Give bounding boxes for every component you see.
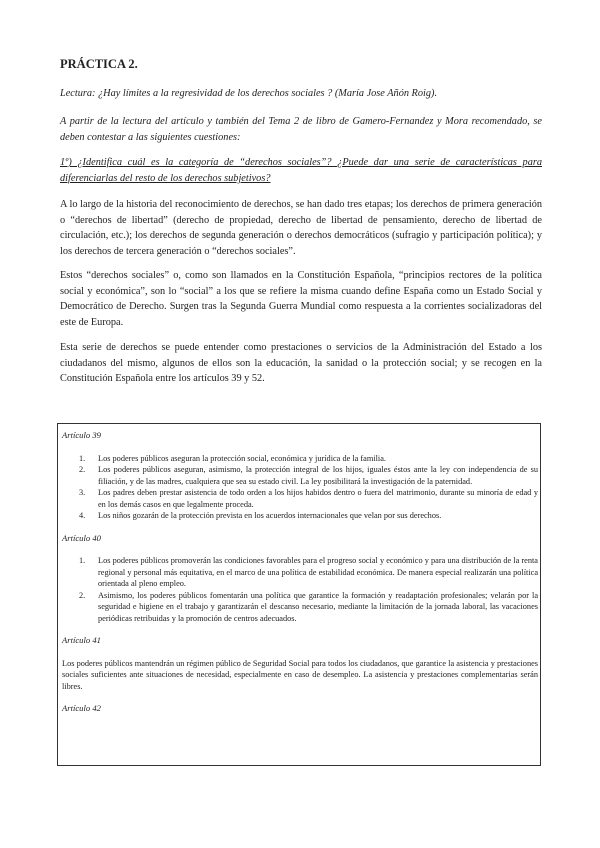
article-41-text: Los poderes públicos mantendrán un régimen público de Seguridad Social para todos los ciudadanos, que garantice la asistencia y prestaciones sociales suficientes ante situaciones de necesidad, especialmente en caso de desempleo. La asistencia y prestaciones complementarias serán libres. xyxy=(62,658,538,691)
body-paragraph-2: Estos “derechos sociales” o, como son llamados en la Constitución Española, “principios rectores de la política social y económica”, son lo “social” a los que se refiere la misma cuando define España como un Estado Social y Democrático de Derecho. Surgen tras la Segunda Guerra Mundial como respuesta a la corrientes socializadoras del este de Europa. xyxy=(60,270,542,328)
body-paragraph-3: Esta serie de derechos se puede entender como prestaciones o servicios de la Administración del Estado a los ciudadanos del mismo, algunos de ellos son la educación, la sanidad o la protección social; y se recogen en la Constitución Española entre los artículos 39 y 52. xyxy=(60,342,542,385)
list-item: 2. Asimismo, los poderes públicos fomentarán una política que garantice la formación y readaptación profesionales; velarán por la seguridad e higiene en el trabajo y garantizarán el descanso necesario, mediante la limitación de la jornada laboral, las vacaciones periódicas retribuidas y la promoción de centros adecuados. xyxy=(79,590,538,623)
article-41-title: Artículo 41 xyxy=(62,635,101,645)
constitution-articles-box xyxy=(57,423,541,766)
list-item: 1. Los poderes públicos aseguran la protección social, económica y jurídica de la familia. xyxy=(79,453,386,463)
article-42-title: Artículo 42 xyxy=(62,703,101,713)
article-39-title: Artículo 39 xyxy=(62,430,101,440)
question-1: 1º) ¿Identifica cuál es la categoría de “derechos sociales”? ¿Puede dar una serie de características para diferenciarlas del resto de los derechos subjetivos? xyxy=(60,157,542,184)
article-40-list xyxy=(62,555,538,624)
list-item: 4. Los niños gozarán de la protección prevista en los acuerdos internacionales que velan por sus derechos. xyxy=(79,511,442,520)
intro-paragraph: A partir de la lectura del artículo y también del Tema 2 de libro de Gamero-Fernandez y Mora recomendado, se deben contestar a las siguientes cuestiones: xyxy=(60,116,542,143)
lectura-line: Lectura: ¿Hay límites a la regresividad de los derechos sociales ? (María Jose Añón Roig). xyxy=(60,88,438,99)
list-item: 3. Los padres deben prestar asistencia de todo orden a los hijos habidos dentro o fuera del matrimonio, durante su minoría de edad y en los demás casos en que legalmente proceda. xyxy=(79,488,538,509)
article-39-list xyxy=(62,453,538,522)
article-40-title: Artículo 40 xyxy=(62,532,101,543)
body-paragraph-1: A lo largo de la historia del reconocimiento de derechos, se han dado tres etapas; los derechos de primera generación o “derechos de libertad” (derecho de propiedad, derecho de libertad de pensamiento, derecho de libertad de circulación, etc.); los derechos de segunda generación o derechos democráticos (sufragio y participación política); y los derechos de tercera generación o “derechos sociales”. xyxy=(60,199,542,257)
page-title: PRÁCTICA 2. xyxy=(60,57,138,71)
list-item: 2. Los poderes públicos aseguran, asimismo, la protección integral de los hijos, iguales éstos ante la ley con independencia de su filiación, y de las madres, cualquiera que sea su estado civil. La ley posibilitará la investigación de la paternidad. xyxy=(79,465,538,486)
list-item: 1. Los poderes públicos promoverán las condiciones favorables para el progreso social y económico y para una distribución de la renta regional y personal más equitativa, en el marco de una política de estabilidad económica. De manera especial realizarán una política orientada al pleno empleo. xyxy=(79,556,538,588)
